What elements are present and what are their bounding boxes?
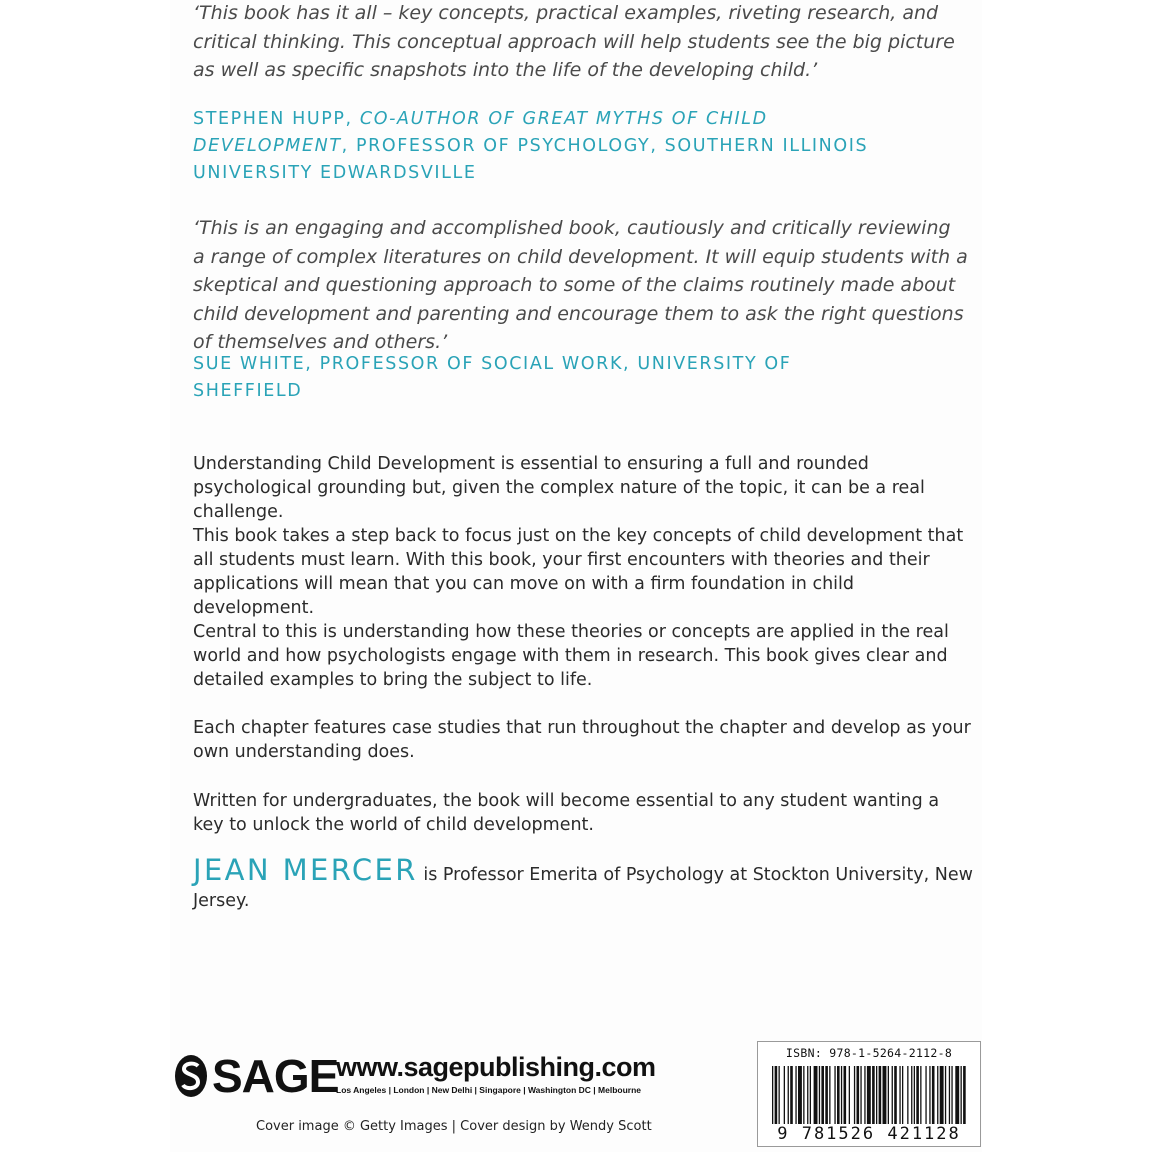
barcode-bar: [810, 1066, 811, 1124]
attribution-book-title: CO-AUTHOR OF GREAT MYTHS OF CHILD DEVELOPMENT: [193, 109, 768, 156]
barcode-bar: [837, 1066, 840, 1124]
barcode-bar: [920, 1066, 921, 1124]
barcode-bar: [929, 1066, 930, 1124]
barcode-bar: [772, 1066, 773, 1124]
barcode-bar: [775, 1066, 778, 1124]
endorsement-attribution: [193, 106, 893, 187]
description-paragraph: Written for undergraduates, the book will become essential to any student wanting a key to unlock the world of child development.: [193, 791, 940, 835]
barcode-bar: [899, 1066, 900, 1124]
barcode-bar: [892, 1066, 893, 1124]
barcode-bar: [779, 1066, 780, 1124]
description-paragraph: Central to this is understanding how these theories or concepts are applied in the real world and how psychologists engage with them in research. This book gives clear and detailed examples to bring the subject to life.: [193, 622, 949, 690]
sage-logo: [174, 1052, 338, 1100]
description-paragraph: Each chapter features case studies that run throughout the chapter and develop as your own understanding does.: [193, 718, 971, 762]
barcode-bar: [949, 1066, 950, 1124]
barcode-bar: [795, 1066, 796, 1124]
endorsement-attribution: SUE WHITE, PROFESSOR OF SOCIAL WORK, UNIVERSITY OF SHEFFIELD: [193, 354, 792, 401]
description-paragraph: Understanding Child Development is essential to ensuring a full and rounded psychological grounding but, given the complex nature of the topic, it can be a real challenge.: [193, 454, 925, 522]
attribution-name: STEPHEN HUPP,: [193, 109, 360, 129]
barcode-bar: [914, 1066, 915, 1124]
barcode-bar: [879, 1066, 882, 1124]
barcode-bar: [798, 1066, 802, 1124]
endorsement-quote: ‘This book has it all – key concepts, practical examples, riveting research, and critical thinking. This conceptual approach will help students see the big picture as well as specific snapshots into the life of the developing child.’: [193, 2, 955, 81]
author-name: JEAN MERCER: [193, 853, 418, 887]
publisher-url[interactable]: www.sagepublishing.com: [336, 1052, 656, 1082]
author-bio: [193, 853, 973, 914]
barcode-bar: [814, 1066, 818, 1124]
author-bio-text: is Professor Emerita of Psychology at Stockton University, New Jersey.: [193, 865, 973, 911]
barcode-bar: [803, 1066, 804, 1124]
barcode-bar: [854, 1066, 855, 1124]
sage-wordmark: SAGE: [212, 1050, 339, 1102]
barcode-bar: [829, 1066, 830, 1124]
sage-s-mark-icon: [174, 1054, 208, 1098]
endorsement-quote: ‘This is an engaging and accomplished book, cautiously and critically reviewing a range of complex literatures on child development. It will equip students with a skeptical and questioning approach to some of the claims routinely made about child development and parenting and encourage them to ask the right questions of themselves and others.’: [193, 217, 968, 353]
barcode-bar: [916, 1066, 919, 1124]
barcode-bar: [888, 1066, 889, 1124]
attribution-rest: , PROFESSOR OF PSYCHOLOGY, SOUTHERN ILLINOIS UNIVERSITY EDWARDSVILLE: [193, 136, 869, 183]
barcode-bar: [955, 1066, 959, 1124]
barcode-bar: [937, 1066, 938, 1124]
barcode-bar: [961, 1066, 962, 1124]
barcode-bar: [864, 1066, 865, 1124]
barcode-bar: [876, 1066, 877, 1124]
barcode-bar: [925, 1066, 926, 1124]
barcode-bar: [790, 1066, 793, 1124]
barcode-bar: [872, 1066, 875, 1124]
barcode-bar: [825, 1066, 828, 1124]
barcode-bar: [907, 1066, 908, 1124]
barcode-bar: [951, 1066, 952, 1124]
barcode-bar: [963, 1066, 966, 1124]
barcode-bar: [788, 1066, 789, 1124]
cover-credit: Cover image © Getty Images | Cover design by Wendy Scott: [256, 1119, 652, 1134]
barcode-bar: [894, 1066, 897, 1124]
barcode-bar: [819, 1066, 820, 1124]
barcode-bar: [784, 1066, 785, 1124]
barcode-bar: [883, 1066, 887, 1124]
barcode-bar: [860, 1066, 861, 1124]
barcode-bar: [940, 1066, 944, 1124]
isbn-label: ISBN: 978-1-5264-2112-8: [785, 1046, 953, 1060]
description-paragraph: This book takes a step back to focus just on the key concepts of child development that all students must learn. With this book, your first encounters with theories and their applications will mean that you can move on with a firm foundation in child development.: [193, 526, 964, 618]
barcode-bar: [841, 1066, 842, 1124]
barcode-bar: [844, 1066, 847, 1124]
barcode-bar: [902, 1066, 903, 1124]
barcode-bar: [911, 1066, 912, 1124]
barcode-bar: [945, 1066, 946, 1124]
barcode-bar: [867, 1066, 871, 1124]
publisher-cities: Los Angeles | London | New Delhi | Singapore | Washington DC | Melbourne: [336, 1085, 641, 1095]
barcode-digits: 9 781526 421128: [777, 1124, 961, 1144]
barcode-bar: [821, 1066, 824, 1124]
barcode-bar: [849, 1066, 850, 1124]
barcode-bar: [857, 1066, 860, 1124]
barcode-bar: [807, 1066, 808, 1124]
barcode-bar: [932, 1066, 935, 1124]
barcode-bar: [834, 1066, 835, 1124]
barcode-box: [757, 1041, 981, 1147]
